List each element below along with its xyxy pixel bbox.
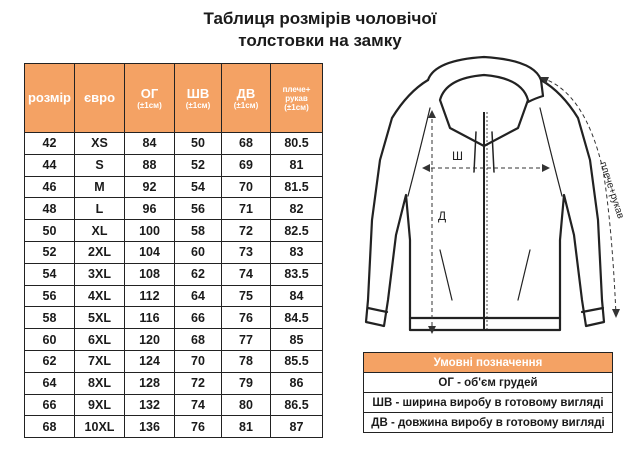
table-row [25,241,323,263]
header-shoulder-sleeve: плече+ рукав (±1см) [271,64,323,133]
cell-shoulder-sleeve: 80.5 [271,133,323,155]
cell-euro: 2XL [75,241,125,263]
cell-dv: 78 [222,350,271,372]
cell-dv: 77 [222,329,271,351]
cell-euro: S [75,154,125,176]
cell-og: 124 [125,350,175,372]
cell-euro: L [75,198,125,220]
table-row [25,198,323,220]
title-line-1: Таблиця розмірів чоловічої [203,9,437,28]
cell-size: 48 [25,198,75,220]
cell-euro: XS [75,133,125,155]
cell-shoulder-sleeve: 86 [271,372,323,394]
cell-size: 60 [25,329,75,351]
cell-og: 104 [125,241,175,263]
cell-dv: 72 [222,220,271,242]
cell-og: 88 [125,154,175,176]
table-row [25,350,323,372]
cell-euro: 8XL [75,372,125,394]
cell-shv: 76 [175,416,222,438]
cell-shv: 58 [175,220,222,242]
cell-og: 108 [125,263,175,285]
cell-size: 50 [25,220,75,242]
legend-item-dv: ДВ - довжина виробу в готовому вигляді [364,413,613,433]
cell-size: 58 [25,307,75,329]
cell-shv: 72 [175,372,222,394]
legend-title: Умовні позначення [364,353,613,373]
cell-shoulder-sleeve: 81 [271,154,323,176]
header-size: розмір [25,64,75,133]
table-row [25,263,323,285]
cell-euro: 7XL [75,350,125,372]
cell-shv: 60 [175,241,222,263]
cell-euro: 3XL [75,263,125,285]
cell-size: 46 [25,176,75,198]
legend-row [364,393,613,413]
cell-shv: 62 [175,263,222,285]
cell-shoulder-sleeve: 85.5 [271,350,323,372]
cell-shoulder-sleeve: 85 [271,329,323,351]
cell-size: 66 [25,394,75,416]
cell-euro: 5XL [75,307,125,329]
cell-shoulder-sleeve: 84.5 [271,307,323,329]
table-row [25,285,323,307]
legend-item-shv: ШВ - ширина виробу в готовому вигляді [364,393,613,413]
cell-dv: 76 [222,307,271,329]
cell-og: 128 [125,372,175,394]
cell-euro: XL [75,220,125,242]
table-row [25,372,323,394]
cell-size: 62 [25,350,75,372]
cell-size: 64 [25,372,75,394]
cell-size: 54 [25,263,75,285]
cell-dv: 71 [222,198,271,220]
legend-item-og: ОГ - об'єм грудей [364,373,613,393]
cell-shv: 66 [175,307,222,329]
sleeve-label: плече+рукав [597,160,626,221]
cell-dv: 80 [222,394,271,416]
header-og: ОГ (±1см) [125,64,175,133]
cell-shv: 54 [175,176,222,198]
size-table [24,63,323,438]
cell-dv: 75 [222,285,271,307]
cell-shv: 70 [175,350,222,372]
cell-dv: 81 [222,416,271,438]
cell-dv: 79 [222,372,271,394]
cell-size: 52 [25,241,75,263]
cell-shoulder-sleeve: 81.5 [271,176,323,198]
length-label: Д [438,209,447,223]
cell-og: 112 [125,285,175,307]
table-row [25,394,323,416]
table-row [25,220,323,242]
cell-og: 120 [125,329,175,351]
cell-og: 96 [125,198,175,220]
cell-og: 100 [125,220,175,242]
cell-size: 44 [25,154,75,176]
header-euro: євро [75,64,125,133]
cell-size: 42 [25,133,75,155]
legend-row [364,413,613,433]
cell-dv: 69 [222,154,271,176]
cell-og: 116 [125,307,175,329]
title-line-2: толстовки на замку [238,31,402,50]
cell-shoulder-sleeve: 86.5 [271,394,323,416]
legend-table [363,352,613,433]
table-header-row [25,64,323,133]
cell-og: 84 [125,133,175,155]
cell-euro: M [75,176,125,198]
legend-header-row [364,353,613,373]
cell-dv: 70 [222,176,271,198]
cell-shoulder-sleeve: 83.5 [271,263,323,285]
table-row [25,133,323,155]
cell-shv: 64 [175,285,222,307]
cell-shv: 74 [175,394,222,416]
table-row [25,329,323,351]
cell-euro: 10XL [75,416,125,438]
cell-shv: 56 [175,198,222,220]
table-row [25,154,323,176]
cell-shoulder-sleeve: 87 [271,416,323,438]
cell-shv: 50 [175,133,222,155]
table-row [25,307,323,329]
cell-dv: 73 [222,241,271,263]
header-dv: ДВ (±1см) [222,64,271,133]
cell-size: 68 [25,416,75,438]
cell-size: 56 [25,285,75,307]
width-label: Ш [452,149,463,163]
cell-og: 136 [125,416,175,438]
cell-dv: 74 [222,263,271,285]
cell-og: 92 [125,176,175,198]
cell-shoulder-sleeve: 82.5 [271,220,323,242]
legend-row [364,373,613,393]
cell-shv: 52 [175,154,222,176]
cell-dv: 68 [222,133,271,155]
header-shv: ШВ (±1см) [175,64,222,133]
cell-euro: 6XL [75,329,125,351]
cell-euro: 9XL [75,394,125,416]
table-row [25,416,323,438]
table-row [25,176,323,198]
cell-euro: 4XL [75,285,125,307]
cell-shoulder-sleeve: 82 [271,198,323,220]
cell-shoulder-sleeve: 84 [271,285,323,307]
cell-og: 132 [125,394,175,416]
cell-shv: 68 [175,329,222,351]
hoodie-diagram [360,55,630,345]
cell-shoulder-sleeve: 83 [271,241,323,263]
